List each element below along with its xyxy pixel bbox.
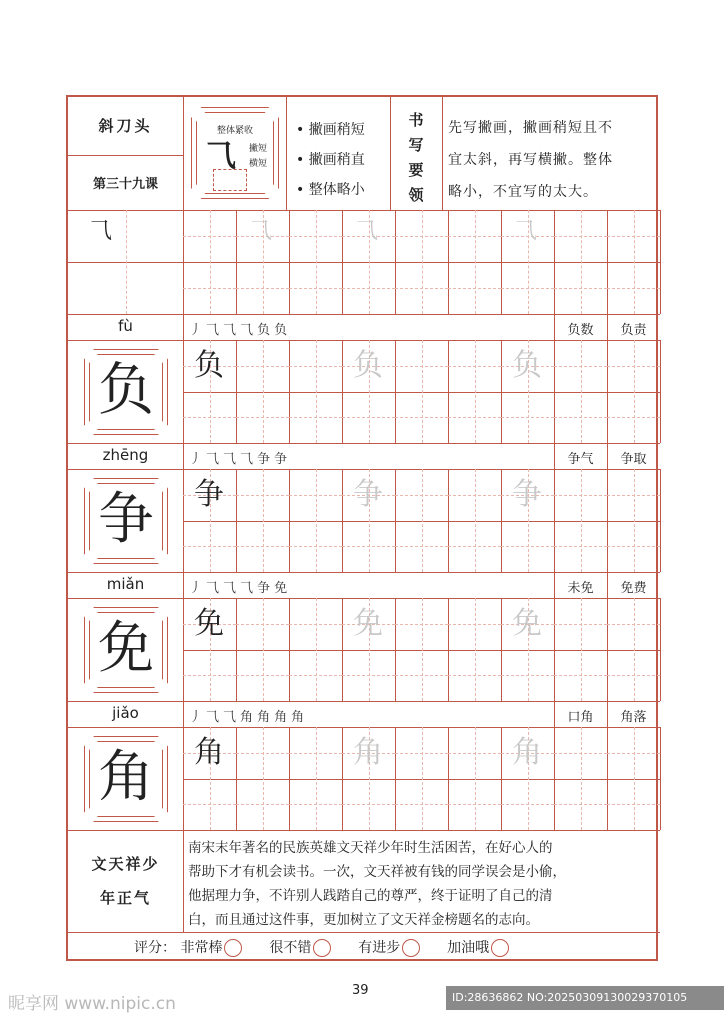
rating-circle-1[interactable] xyxy=(224,939,242,957)
stroke-step-0-1: ⺄ xyxy=(206,323,220,338)
lesson-number: 第三十九课 xyxy=(92,177,158,192)
word-0-1: 负数 xyxy=(567,323,594,338)
stroke-step-3-3: 角 xyxy=(240,710,254,725)
word-1-2: 争取 xyxy=(620,452,647,467)
stroke-step-2-2: ⺄ xyxy=(223,581,237,596)
pinyin-2: miǎn xyxy=(106,575,145,593)
stroke-step-3-4: 角 xyxy=(257,710,271,725)
component-glyph: ⺄ xyxy=(206,139,236,174)
stroke-step-1-2: ⺄ xyxy=(223,452,237,467)
trace-char-2-1: 免 xyxy=(353,606,383,641)
stroke-step-3-6: 角 xyxy=(291,710,305,725)
stroke-step-1-3: ⺄ xyxy=(240,452,254,467)
stroke-step-1-0: 丿 xyxy=(189,452,203,467)
stroke-step-3-0: 丿 xyxy=(189,710,203,725)
stroke-step-3-1: ⺄ xyxy=(206,710,220,725)
practice-char-1: 争 xyxy=(194,477,224,512)
trace-char-3-1: 角 xyxy=(353,735,383,770)
stroke-order-2 xyxy=(189,577,291,596)
word-3-1: 口角 xyxy=(567,710,594,725)
tips-char-3: 要 xyxy=(408,161,424,179)
component-trace-2: ⺄ xyxy=(356,219,379,244)
big-char-0: 负 xyxy=(98,358,154,423)
rating-option-3: 有进步 xyxy=(358,940,401,956)
big-char-1: 争 xyxy=(98,487,154,552)
tips-line-2: 宜太斜，再写横撇。整体 xyxy=(448,152,613,168)
word-3-2: 角落 xyxy=(620,710,647,725)
point-2: • 撇画稍直 xyxy=(296,152,365,168)
pinyin-3: jiǎo xyxy=(112,704,139,722)
trace-char-0-1: 负 xyxy=(353,348,383,383)
lesson-title: 斜刀头 xyxy=(98,117,153,135)
note-heng-short: 横短 xyxy=(249,159,268,169)
rating-circle-2[interactable] xyxy=(313,939,331,957)
stroke-step-0-5: 负 xyxy=(274,323,288,338)
story-title-1: 文天祥少 xyxy=(91,855,160,873)
stroke-step-0-3: ⺄ xyxy=(240,323,254,338)
rating-option-4: 加油哦 xyxy=(447,940,490,956)
point-1: • 撇画稍短 xyxy=(296,122,365,138)
stroke-step-0-2: ⺄ xyxy=(223,323,237,338)
story-line-4: 白，而且通过这件事，更加树立了文天祥金榜题名的志向。 xyxy=(188,912,539,928)
story-line-1: 南宋末年著名的民族英雄文天祥少年时生活困苦，在好心人的 xyxy=(188,840,553,856)
big-char-3: 角 xyxy=(98,745,154,810)
word-2-2: 免费 xyxy=(620,581,647,596)
structure-label: 整体紧收 xyxy=(216,126,253,136)
stroke-step-2-0: 丿 xyxy=(189,581,203,596)
stroke-step-3-2: ⺄ xyxy=(223,710,237,725)
tips-char-2: 写 xyxy=(408,136,424,154)
tips-line-3: 略小，不宜写的太大。 xyxy=(448,184,598,200)
component-trace-3: ⺄ xyxy=(515,219,538,244)
trace-char-3-2: 角 xyxy=(512,735,542,770)
practice-char-3: 角 xyxy=(194,735,224,770)
rating-circle-4[interactable] xyxy=(491,939,509,957)
rating-option-1: 非常棒 xyxy=(180,940,223,956)
word-0-2: 负责 xyxy=(620,323,647,338)
tips-char-1: 书 xyxy=(408,111,424,129)
stroke-step-1-5: 争 xyxy=(274,452,288,467)
stroke-step-2-5: 免 xyxy=(274,581,288,596)
word-1-1: 争气 xyxy=(567,452,594,467)
story-line-2: 帮助下才有机会读书。一次，文天祥被有钱的同学误会是小偷， xyxy=(188,864,566,880)
stroke-step-2-4: 争 xyxy=(257,581,271,596)
stroke-order-1 xyxy=(189,448,291,467)
stroke-step-3-5: 角 xyxy=(274,710,288,725)
stroke-order-3 xyxy=(189,706,308,725)
pinyin-0: fù xyxy=(118,317,133,335)
practice-sheet xyxy=(66,95,658,961)
stroke-step-1-4: 争 xyxy=(257,452,271,467)
rating-option-2: 很不错 xyxy=(269,940,312,956)
page-number: 39 xyxy=(352,983,369,998)
pinyin-1: zhēng xyxy=(102,446,149,464)
rating-label: 评分： xyxy=(134,940,176,956)
stroke-step-0-0: 丿 xyxy=(189,323,203,338)
story-title-2: 年正气 xyxy=(99,889,151,907)
stroke-step-1-1: ⺄ xyxy=(206,452,220,467)
story-line-3: 他据理力争，不许别人践踏自己的尊严，终于证明了自己的清 xyxy=(188,888,553,904)
practice-char-0: 负 xyxy=(194,348,224,383)
big-char-2: 免 xyxy=(98,616,154,681)
stroke-step-2-3: ⺄ xyxy=(240,581,254,596)
trace-char-0-2: 负 xyxy=(512,348,542,383)
watermark-left: 昵享网 www.nipic.cn xyxy=(8,994,176,1014)
component-practice: ⺄ xyxy=(90,219,113,244)
tips-char-4: 领 xyxy=(408,186,424,204)
dashed-box xyxy=(213,169,247,191)
tips-line-1: 先写撇画，撇画稍短且不 xyxy=(448,120,613,136)
stroke-step-2-1: ⺄ xyxy=(206,581,220,596)
stroke-step-0-4: 负 xyxy=(257,323,271,338)
note-pie-short: 撇短 xyxy=(249,144,268,154)
rating-row xyxy=(134,937,509,957)
stroke-order-0 xyxy=(189,319,291,338)
component-trace-1: ⺄ xyxy=(250,219,273,244)
trace-char-1-2: 争 xyxy=(512,477,542,512)
watermark-right: ID:28636862 NO:20250309130029370105 xyxy=(452,991,688,1004)
word-2-1: 未免 xyxy=(567,581,594,596)
trace-char-2-2: 免 xyxy=(512,606,542,641)
practice-char-2: 免 xyxy=(194,606,224,641)
rating-circle-3[interactable] xyxy=(402,939,420,957)
trace-char-1-1: 争 xyxy=(353,477,383,512)
point-3: • 整体略小 xyxy=(296,182,365,198)
